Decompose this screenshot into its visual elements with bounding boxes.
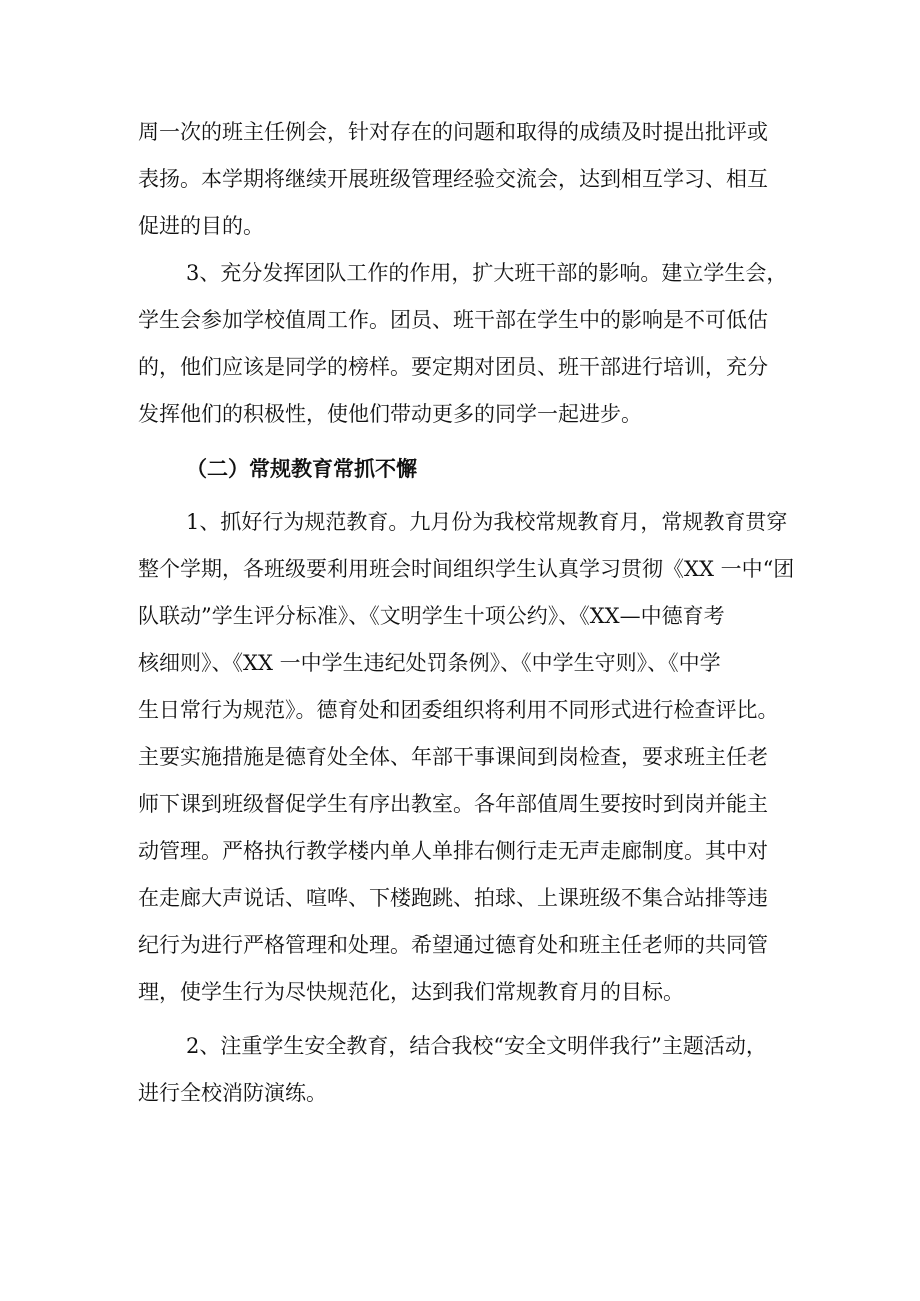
paragraph-3-line-11: 理，使学生行为尽快规范化，达到我们常规教育月的目标。 [138, 980, 684, 1004]
paragraph-3-line-2: 整个学期，各班级要利用班会时间组织学生认真学习贯彻《XX 一中“团 [138, 557, 795, 581]
paragraph-1-line-3: 促进的目的。 [138, 214, 264, 238]
paragraph-3-line-4: 核细则》、《XX 一中学生违纪处罚条例》、《中学生守则》、《中学 [138, 651, 721, 675]
paragraph-3-line-3: 队联动”学生评分标准》、《文明学生十项公约》、《XX—中德育考 [138, 604, 725, 628]
paragraph-1-line-1: 周一次的班主任例会，针对存在的问题和取得的成绩及时提出批评或 [138, 120, 768, 144]
paragraph-3-line-5: 生日常行为规范》。德育处和团委组织将利用不同形式进行检查评比。 [138, 698, 779, 722]
paragraph-3-line-6: 主要实施措施是德育处全体、年部干事课间到岗检查，要求班主任老 [138, 745, 768, 769]
paragraph-4-line-2: 进行全校消防演练。 [138, 1081, 327, 1105]
paragraph-2-line-3: 的，他们应该是同学的榜样。要定期对团员、班干部进行培训，充分 [138, 355, 768, 379]
paragraph-3-line-10: 纪行为进行严格管理和处理。希望通过德育处和班主任老师的共同管 [138, 933, 768, 957]
section-heading: （二）常规教育常抓不懈 [186, 457, 417, 481]
paragraph-2-line-4: 发挥他们的积极性，使他们带动更多的同学一起进步。 [138, 402, 642, 426]
paragraph-3-line-1: 1、抓好行为规范教育。九月份为我校常规教育月，常规教育贯穿 [186, 510, 788, 534]
paragraph-3-line-8: 动管理。严格执行教学楼内单人单排右侧行走无声走廊制度。其中对 [138, 839, 768, 863]
paragraph-3-line-7: 师下课到班级督促学生有序出教室。各年部值周生要按时到岗并能主 [138, 792, 768, 816]
paragraph-3-line-9: 在走廊大声说话、喧哗、下楼跑跳、拍球、上课班级不集合站排等违 [138, 886, 768, 910]
paragraph-1-line-2: 表扬。本学期将继续开展班级管理经验交流会，达到相互学习、相互 [138, 167, 768, 191]
paragraph-2-line-1: 3、充分发挥团队工作的作用，扩大班干部的影响。建立学生会， [186, 261, 788, 285]
paragraph-2-line-2: 学生会参加学校值周工作。团员、班干部在学生中的影响是不可低估 [138, 308, 768, 332]
paragraph-4-line-1: 2、注重学生安全教育，结合我校“安全文明伴我行”主题活动， [186, 1034, 767, 1058]
